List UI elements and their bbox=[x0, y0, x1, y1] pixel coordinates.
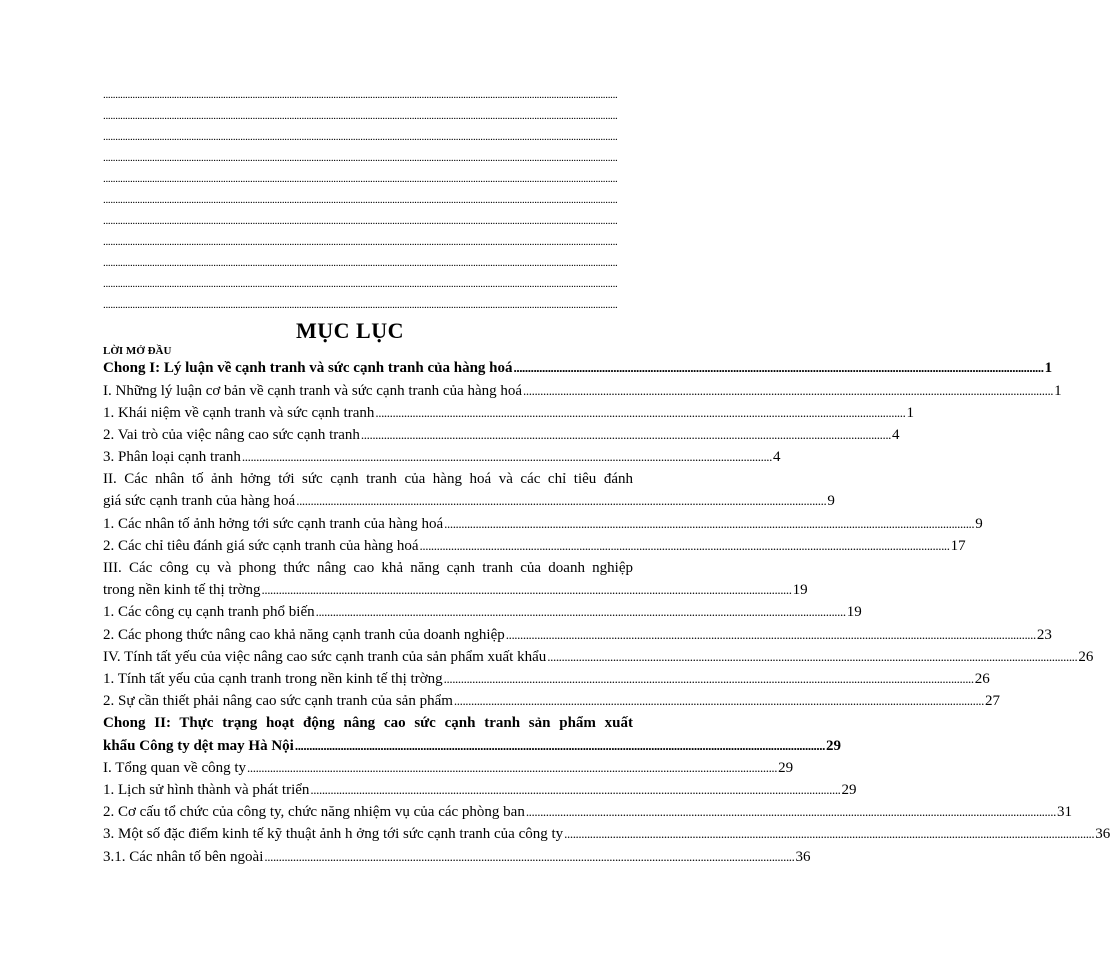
toc-entry bbox=[103, 782, 857, 804]
toc-label: 1. Lịch sử hình thành và phát triển bbox=[103, 782, 310, 798]
toc-entry bbox=[103, 538, 966, 560]
toc-label: giá sức cạnh tranh của hàng hoá bbox=[103, 493, 296, 509]
toc-entry bbox=[103, 693, 1001, 715]
toc-entry bbox=[103, 582, 808, 604]
toc-label: 2. Các chỉ tiêu đánh giá sức cạnh tranh của hàng hoá bbox=[103, 538, 419, 554]
toc-entry bbox=[103, 560, 633, 582]
toc-leader: .......................................................................................................................................................................................... bbox=[419, 538, 950, 553]
toc-page: 19 bbox=[792, 582, 808, 598]
intro-heading: LỜI MỞ ĐẦU bbox=[103, 345, 172, 357]
toc-label: khẩu Công ty dệt may Hà Nội bbox=[103, 738, 294, 754]
toc-entry-chapter-1 bbox=[103, 360, 1053, 382]
toc-page: 27 bbox=[985, 693, 1001, 709]
toc-page: 4 bbox=[773, 449, 781, 465]
dotted-line: .................................................................................................................................................................................................................. bbox=[103, 236, 618, 248]
toc-page: 31 bbox=[1056, 804, 1072, 820]
toc-page: 26 bbox=[1078, 649, 1094, 665]
toc-page: 9 bbox=[827, 493, 835, 509]
toc-page: 1 bbox=[1044, 360, 1053, 376]
toc-label: 1. Các công cụ cạnh tranh phổ biến bbox=[103, 604, 315, 620]
toc-entry bbox=[103, 849, 811, 871]
toc-label: 2. Các phong thức nâng cao khả năng cạnh tranh của doanh nghiệp bbox=[103, 627, 505, 643]
dotted-line: .................................................................................................................................................................................................................. bbox=[103, 278, 618, 290]
dotted-line: .................................................................................................................................................................................................................. bbox=[103, 152, 618, 164]
toc-entry bbox=[103, 516, 983, 538]
toc-leader: .......................................................................................................................................................................................... bbox=[525, 804, 1056, 819]
toc-page: 1 bbox=[1054, 383, 1062, 399]
toc-entry bbox=[103, 604, 862, 626]
dotted-line: .................................................................................................................................................................................................................. bbox=[103, 131, 618, 143]
toc-page: 9 bbox=[975, 516, 983, 532]
toc-entry bbox=[103, 427, 900, 449]
toc-label: Chong II: Thực trạng hoạt động nâng cao sức cạnh tranh sản phẩm xuất bbox=[103, 715, 633, 731]
toc-entry bbox=[103, 649, 1094, 671]
toc-label: III. Các công cụ và phong thức nâng cao khả năng cạnh tranh của doanh nghiệp bbox=[103, 560, 633, 576]
toc-leader: .......................................................................................................................................................................................... bbox=[360, 427, 892, 442]
page-title: MỤC LỤC bbox=[296, 318, 404, 343]
toc-label: 3.1. Các nhân tố bên ngoài bbox=[103, 849, 264, 865]
toc-leader: .......................................................................................................................................................................................... bbox=[247, 760, 778, 775]
toc-label: 1. Các nhân tố ảnh hởng tới sức cạnh tranh của hàng hoá bbox=[103, 516, 444, 532]
toc-entry bbox=[103, 671, 990, 693]
toc-label: I. Những lý luận cơ bản về cạnh tranh và sức cạnh tranh của hàng hoá bbox=[103, 383, 523, 399]
dotted-line: .................................................................................................................................................................................................................. bbox=[103, 173, 618, 185]
dotted-line: .................................................................................................................................................................................................................. bbox=[103, 215, 618, 227]
toc-leader: .......................................................................................................................................................................................... bbox=[505, 627, 1036, 642]
toc-leader: .......................................................................................................................................................................................... bbox=[547, 649, 1078, 664]
toc-page: 26 bbox=[974, 671, 990, 687]
toc-page: 19 bbox=[846, 604, 862, 620]
toc-entry bbox=[103, 471, 633, 493]
toc-page: 36 bbox=[1095, 826, 1110, 842]
toc-entry bbox=[103, 738, 841, 760]
toc-entry bbox=[103, 405, 914, 427]
toc-leader: .......................................................................................................................................................................................... bbox=[261, 582, 792, 597]
toc-leader: .......................................................................................................................................................................................... bbox=[310, 782, 841, 797]
toc-label: 1. Tính tất yếu của cạnh tranh trong nền kinh tế thị trờng bbox=[103, 671, 443, 687]
toc-label: 2. Vai trò của việc nâng cao sức cạnh tranh bbox=[103, 427, 360, 443]
dotted-line: .................................................................................................................................................................................................................. bbox=[103, 299, 618, 311]
toc-page: 29 bbox=[778, 760, 794, 776]
toc-leader: .......................................................................................................................................................................................... bbox=[315, 604, 846, 619]
toc-entry bbox=[103, 826, 1110, 848]
toc-entry bbox=[103, 493, 835, 515]
toc-leader: .......................................................................................................................................................................................... bbox=[564, 826, 1095, 841]
toc-entry bbox=[103, 627, 1052, 649]
toc-leader: .......................................................................................................................................................................................... bbox=[513, 360, 1044, 375]
toc-label: 3. Một số đặc điểm kinh tế kỹ thuật ảnh h ởng tới sức cạnh tranh của công ty bbox=[103, 826, 564, 842]
toc-entry bbox=[103, 383, 1062, 405]
toc-label: II. Các nhân tố ảnh hởng tới sức cạnh tranh của hàng hoá và các chỉ tiêu đánh bbox=[103, 471, 633, 487]
toc-label: trong nền kinh tế thị trờng bbox=[103, 582, 261, 598]
toc-entry-chapter-2 bbox=[103, 715, 633, 737]
toc-leader: .......................................................................................................................................................................................... bbox=[453, 693, 985, 708]
toc-entry bbox=[103, 804, 1072, 826]
toc-label: Chong I: Lý luận về cạnh tranh và sức cạnh tranh của hàng hoá bbox=[103, 360, 513, 376]
toc-page: 23 bbox=[1036, 627, 1052, 643]
toc-entry bbox=[103, 760, 794, 782]
toc-label: 3. Phân loại cạnh tranh bbox=[103, 449, 241, 465]
toc-leader: .......................................................................................................................................................................................... bbox=[375, 405, 906, 420]
toc-leader: .......................................................................................................................................................................................... bbox=[523, 383, 1054, 398]
toc-page: 29 bbox=[825, 738, 841, 754]
dotted-line: .................................................................................................................................................................................................................. bbox=[103, 110, 618, 122]
toc-page: 29 bbox=[841, 782, 857, 798]
toc-label: 2. Cơ cấu tổ chức của công ty, chức năng nhiệm vụ của các phòng ban bbox=[103, 804, 525, 820]
dotted-line: .................................................................................................................................................................................................................. bbox=[103, 89, 618, 101]
toc-label: 2. Sự cần thiết phải nâng cao sức cạnh tranh của sản phẩm bbox=[103, 693, 453, 709]
toc-entry bbox=[103, 449, 781, 471]
toc-leader: .......................................................................................................................................................................................... bbox=[296, 493, 827, 508]
dotted-line: .................................................................................................................................................................................................................. bbox=[103, 194, 618, 206]
toc-page: 4 bbox=[892, 427, 900, 443]
toc-label: 1. Khái niệm về cạnh tranh và sức cạnh tranh bbox=[103, 405, 375, 421]
toc-leader: .......................................................................................................................................................................................... bbox=[443, 671, 974, 686]
toc-leader: .......................................................................................................................................................................................... bbox=[241, 449, 772, 464]
toc-leader: .......................................................................................................................................................................................... bbox=[294, 738, 825, 753]
toc-leader: .......................................................................................................................................................................................... bbox=[444, 516, 975, 531]
toc-leader: .......................................................................................................................................................................................... bbox=[264, 849, 795, 864]
toc-label: I. Tổng quan về công ty bbox=[103, 760, 247, 776]
toc-page: 17 bbox=[950, 538, 966, 554]
dotted-line: .................................................................................................................................................................................................................. bbox=[103, 257, 618, 269]
toc-page: 1 bbox=[906, 405, 914, 421]
toc-page: 36 bbox=[795, 849, 811, 865]
toc-label: IV. Tính tất yếu của việc nâng cao sức cạnh tranh của sản phẩm xuất khẩu bbox=[103, 649, 547, 665]
